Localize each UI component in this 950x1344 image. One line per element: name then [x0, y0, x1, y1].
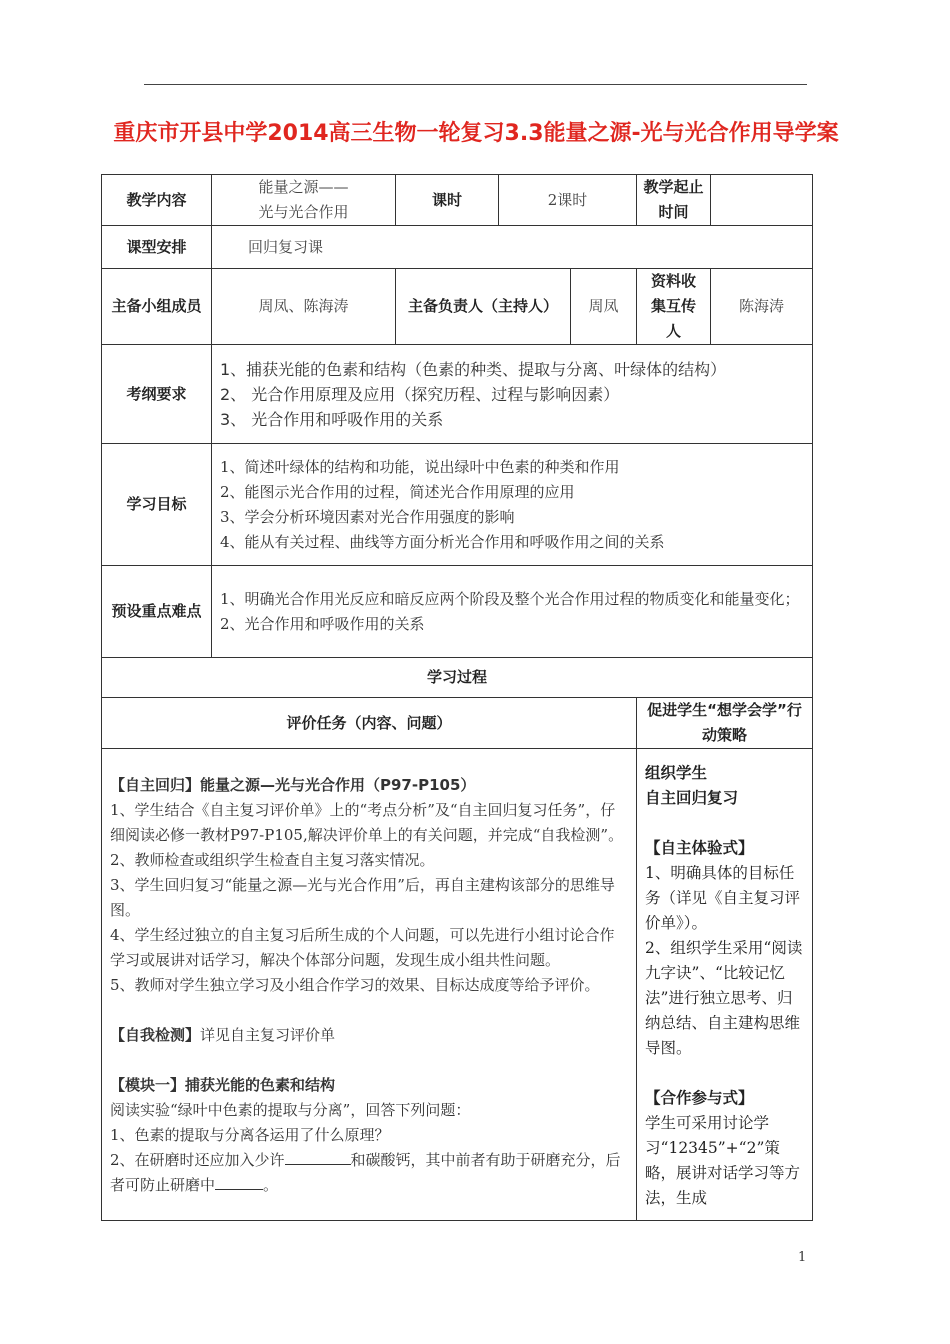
page-number: 1 [798, 1250, 807, 1265]
exam-item: 1、捕获光能的色素和结构（色素的种类、提取与分离、叶绿体的结构） [220, 359, 727, 379]
strategy-label: 促进学生“想学会学”行动策略 [637, 698, 813, 749]
strategy-item: 【自主体验式】 [645, 838, 754, 857]
self-review-item: 1、学生结合《自主复习评价单》上的“考点分析”及“自主回归复习任务”，仔细阅读必修一教材P97-P105,解决评价单上的有关问题，并完成“自我检测”。 [110, 801, 624, 844]
group-label: 主备小组成员 [102, 269, 212, 345]
lesson-plan-table [101, 174, 813, 1221]
module1-intro: 阅读实验“绿叶中色素的提取与分离”，回答下列问题： [110, 1101, 471, 1119]
material-value: 陈海涛 [711, 269, 813, 345]
hours-value: 2课时 [499, 175, 637, 226]
strategy-item: 学生可采用讨论学习“12345”+“2”策略，展讲对话学习等方法，生成 [645, 1113, 801, 1207]
module1-question: 2、在研磨时还应加入少许 和碳酸钙，其中前者有助于研磨充分，后者可防止研磨中 。 [110, 1148, 628, 1198]
strategy-content [637, 749, 813, 1221]
exam-requirements [212, 345, 813, 444]
hours-label: 课时 [396, 175, 499, 226]
key-label: 预设重点难点 [102, 566, 212, 658]
type-value: 回归复习课 [212, 226, 813, 269]
owner-value: 周凤 [571, 269, 637, 345]
exam-item: 3、 光合作用和呼吸作用的关系 [220, 409, 444, 429]
self-test-heading: 【自我检测】 [110, 1026, 201, 1044]
strategy-item: 组织学生 [645, 763, 708, 782]
eval-label: 评价任务（内容、问题） [102, 698, 637, 749]
strategy-item: 1、明确具体的目标任务（详见《自主复习评价单》）。 [645, 863, 801, 932]
self-review-item: 2、教师检查或组织学生检查自主复习落实情况。 [110, 851, 435, 869]
self-review-item: 3、学生回归复习“能量之源—光与光合作用”后，再自主建构该部分的思维导图。 [110, 876, 615, 919]
strategy-item: 自主回归复习 [645, 788, 739, 807]
owner-label: 主备负责人（主持人） [396, 269, 571, 345]
module1-question: 1、色素的提取与分离各运用了什么原理？ [110, 1126, 390, 1144]
strategy-item: 【合作参与式】 [645, 1088, 754, 1107]
goal-item: 3、学会分析环境因素对光合作用强度的影响 [220, 507, 515, 526]
self-review-item: 4、学生经过独立的自主复习后所生成的个人问题，可以先进行小组讨论合作学习或展讲对话学习，解决个体部分问题，发现生成小组共性问题。 [110, 926, 615, 969]
module1-heading: 【模块一】捕获光能的色素和结构 [110, 1076, 336, 1094]
exam-item: 2、 光合作用原理及应用（探究历程、过程与影响因素） [220, 384, 620, 404]
self-review-heading: 【自主回归】能量之源—光与光合作用（P97-P105） [110, 776, 476, 794]
goal-label: 学习目标 [102, 444, 212, 566]
goal-item: 2、能图示光合作用的过程，简述光合作用原理的应用 [220, 482, 575, 501]
fill-blank[interactable] [285, 1148, 351, 1165]
time-value [711, 175, 813, 226]
content-label: 教学内容 [102, 175, 212, 226]
exam-label: 考纲要求 [102, 345, 212, 444]
eval-content [102, 749, 637, 1221]
group-value: 周凤、陈海涛 [212, 269, 396, 345]
learning-goals [212, 444, 813, 566]
self-review-item: 5、教师对学生独立学习及小组合作学习的效果、目标达成度等给予评价。 [110, 976, 600, 994]
key-points [212, 566, 813, 658]
self-test-text: 详见自主复习评价单 [200, 1026, 336, 1044]
key-item: 1、明确光合作用光反应和暗反应两个阶段及整个光合作用过程的物质变化和能量变化； [220, 589, 800, 608]
header-rule [144, 84, 807, 85]
key-item: 2、光合作用和呼吸作用的关系 [220, 614, 425, 633]
goal-item: 1、简述叶绿体的结构和功能，说出绿叶中色素的种类和作用 [220, 457, 620, 476]
type-label: 课型安排 [102, 226, 212, 269]
goal-item: 4、能从有关过程、曲线等方面分析光合作用和呼吸作用之间的关系 [220, 532, 665, 551]
fill-blank[interactable] [215, 1173, 263, 1190]
material-label: 资料收集互传人 [637, 269, 711, 345]
content-value: 能量之源—— 光与光合作用 [212, 175, 396, 226]
page-title: 重庆市开县中学2014高三生物一轮复习3.3能量之源-光与光合作用导学案 [113, 121, 839, 146]
strategy-item: 2、组织学生采用“阅读九字诀”、“比较记忆法”进行独立思考、归纳总结、自主建构思维导图。 [645, 938, 803, 1057]
process-label: 学习过程 [102, 658, 813, 698]
time-label: 教学起止时间 [637, 175, 711, 226]
